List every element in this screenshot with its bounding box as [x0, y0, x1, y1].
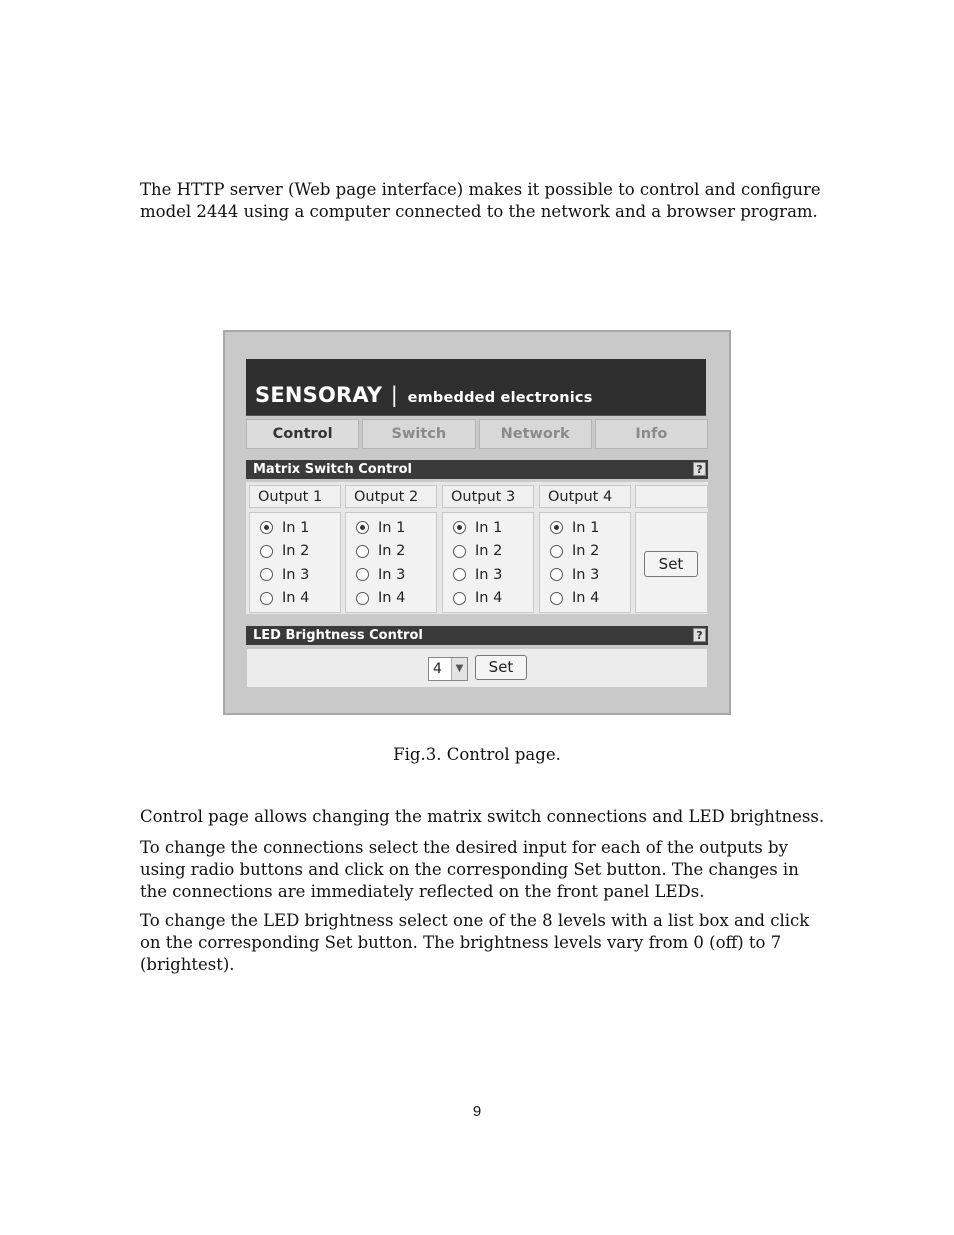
radio-button[interactable] — [453, 568, 466, 581]
radio-option[interactable] — [443, 540, 533, 564]
radio-button[interactable] — [550, 521, 563, 534]
matrix-section-title: Matrix Switch Control — [253, 462, 412, 477]
radio-option[interactable] — [540, 540, 630, 564]
radio-button[interactable] — [260, 521, 273, 534]
radio-label: In 2 — [572, 543, 600, 560]
radio-label: In 4 — [572, 590, 600, 607]
radio-label: In 2 — [378, 543, 406, 560]
output-column — [345, 485, 437, 613]
radio-button[interactable] — [356, 592, 369, 605]
page-number: 9 — [472, 1103, 482, 1120]
radio-label: In 1 — [378, 519, 406, 536]
radio-option[interactable] — [346, 516, 436, 540]
brightness-value: 4 — [433, 661, 442, 677]
tab-bar — [246, 419, 708, 449]
radio-option[interactable] — [250, 587, 340, 611]
radio-option[interactable] — [250, 563, 340, 587]
help-icon[interactable]: ? — [693, 628, 706, 642]
radio-button[interactable] — [453, 521, 466, 534]
output-radio-group — [539, 512, 631, 613]
control-page-figure — [223, 330, 731, 715]
matrix-set-button[interactable]: Set — [644, 551, 698, 577]
radio-button[interactable] — [356, 545, 369, 558]
radio-option[interactable] — [346, 563, 436, 587]
radio-option[interactable] — [540, 563, 630, 587]
output-radio-group — [345, 512, 437, 613]
body-paragraph: To change the connections select the desired input for each of the outputs by using radio buttons and click on the corresponding Set button. The changes in the connections are immediately reflected on the front panel LEDs. — [140, 838, 799, 901]
radio-label: In 4 — [282, 590, 310, 607]
led-section-header — [246, 626, 708, 645]
radio-label: In 2 — [282, 543, 310, 560]
set-column — [635, 485, 708, 613]
radio-button[interactable] — [260, 545, 273, 558]
figure-caption: Fig.3. Control page. — [393, 745, 561, 764]
logo — [255, 383, 593, 407]
help-icon[interactable]: ? — [693, 462, 706, 476]
tab-switch[interactable]: Switch — [362, 419, 475, 449]
output-column — [539, 485, 631, 613]
output-header: Output 1 — [249, 485, 341, 508]
body-paragraph: To change the LED brightness select one of the 8 levels with a list box and click on the corresponding Set button. The brightness levels vary from 0 (off) to 7 (brightest). — [140, 911, 810, 974]
set-column-body — [635, 512, 708, 613]
radio-option[interactable] — [250, 516, 340, 540]
matrix-switch-panel — [246, 482, 708, 614]
output-radio-group — [442, 512, 534, 613]
radio-label: In 1 — [282, 519, 310, 536]
header-banner — [246, 359, 706, 416]
radio-button[interactable] — [356, 568, 369, 581]
radio-option[interactable] — [443, 563, 533, 587]
body-paragraph: Control page allows changing the matrix switch connections and LED brightness. — [140, 807, 825, 826]
radio-button[interactable] — [550, 592, 563, 605]
tab-info[interactable]: Info — [595, 419, 708, 449]
radio-label: In 1 — [475, 519, 503, 536]
radio-option[interactable] — [443, 516, 533, 540]
radio-button[interactable] — [550, 545, 563, 558]
radio-option[interactable] — [540, 587, 630, 611]
radio-label: In 3 — [475, 566, 503, 583]
output-radio-group — [249, 512, 341, 613]
output-column — [442, 485, 534, 613]
tab-control[interactable]: Control — [246, 419, 359, 449]
logo-separator: | — [390, 383, 399, 407]
radio-button[interactable] — [356, 521, 369, 534]
output-header: Output 4 — [539, 485, 631, 508]
output-header: Output 3 — [442, 485, 534, 508]
output-column — [249, 485, 341, 613]
radio-label: In 3 — [378, 566, 406, 583]
intro-paragraph: The HTTP server (Web page interface) makes it possible to control and configure model 2444 using a computer connected to the network and a browser program. — [140, 180, 821, 221]
radio-button[interactable] — [453, 592, 466, 605]
radio-label: In 1 — [572, 519, 600, 536]
radio-button[interactable] — [260, 592, 273, 605]
radio-option[interactable] — [346, 587, 436, 611]
radio-option[interactable] — [443, 587, 533, 611]
output-header: Output 2 — [345, 485, 437, 508]
radio-option[interactable] — [250, 540, 340, 564]
matrix-section-header — [246, 460, 708, 479]
radio-label: In 3 — [282, 566, 310, 583]
brightness-select[interactable] — [428, 657, 468, 681]
led-brightness-panel — [246, 648, 708, 688]
radio-button[interactable] — [260, 568, 273, 581]
radio-button[interactable] — [550, 568, 563, 581]
radio-label: In 4 — [378, 590, 406, 607]
radio-option[interactable] — [540, 516, 630, 540]
led-set-button[interactable]: Set — [475, 655, 527, 680]
radio-label: In 4 — [475, 590, 503, 607]
tab-network[interactable]: Network — [479, 419, 592, 449]
radio-button[interactable] — [453, 545, 466, 558]
radio-option[interactable] — [346, 540, 436, 564]
brand-tagline: embedded electronics — [407, 390, 593, 406]
chevron-down-icon[interactable]: ▼ — [451, 658, 467, 680]
brand-name: SENSORAY — [255, 383, 383, 407]
led-section-title: LED Brightness Control — [253, 628, 423, 643]
radio-label: In 2 — [475, 543, 503, 560]
radio-label: In 3 — [572, 566, 600, 583]
set-column-header — [635, 485, 708, 508]
